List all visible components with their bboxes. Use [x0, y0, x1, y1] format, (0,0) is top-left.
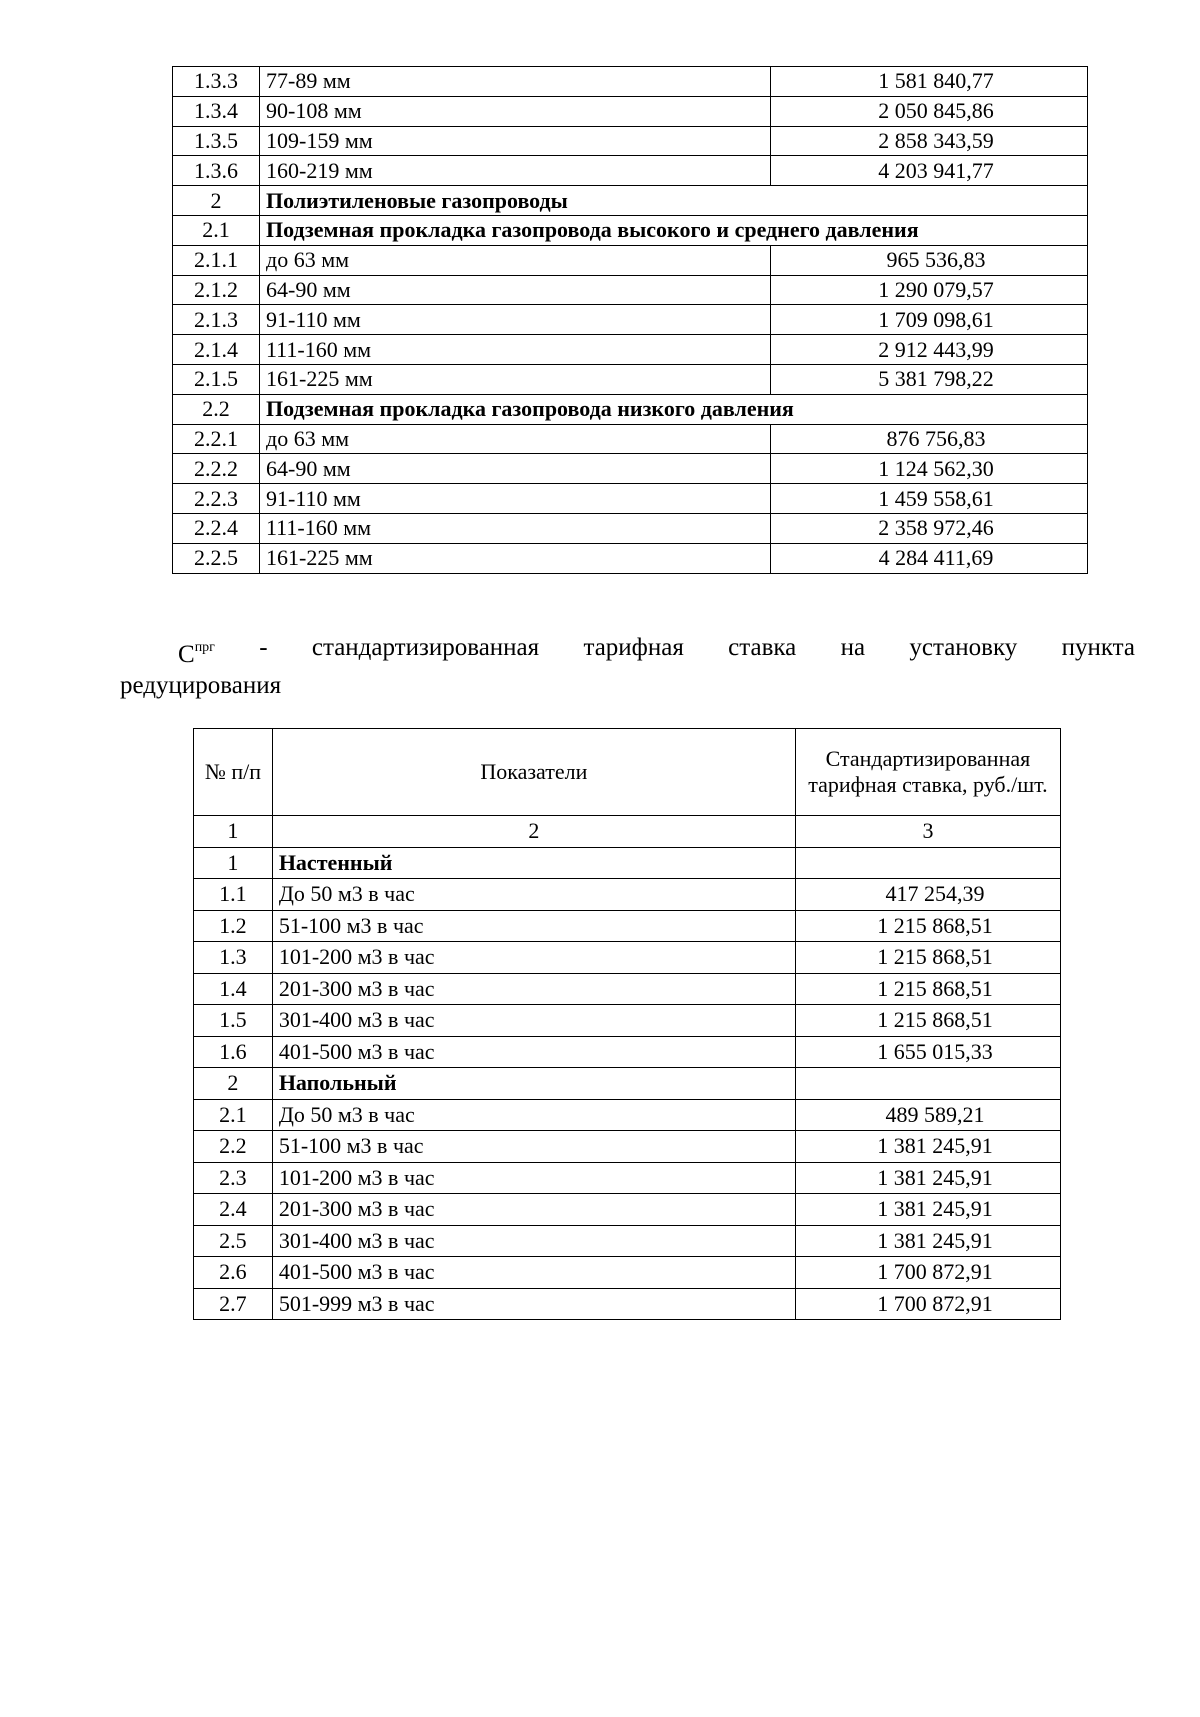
table-row: [194, 973, 1061, 1005]
table-row: [173, 424, 1088, 454]
definition-word: тарифная: [583, 634, 684, 661]
definition-word: стандартизированная: [311, 634, 540, 661]
rate-symbol: $C^{прг}$: [178, 640, 215, 668]
section-row: [173, 186, 1088, 216]
rate-symbol-superscript: прг: [194, 640, 215, 655]
row-number: 2.1.5: [173, 364, 260, 394]
row-description: 401-500 м3 в час: [272, 1257, 795, 1289]
row-description: 111-160 мм: [260, 513, 771, 543]
row-value: 1 381 245,91: [795, 1131, 1060, 1163]
section-title: Подземная прокладка газопровода высокого и среднего давления: [260, 215, 1088, 245]
table-row: [173, 67, 1088, 97]
row-value: 489 589,21: [795, 1099, 1060, 1131]
row-description: 201-300 м3 в час: [272, 1194, 795, 1226]
table-header-row: [194, 729, 1061, 816]
section-title: Подземная прокладка газопровода низкого давления: [260, 394, 1088, 424]
table-row: [194, 879, 1061, 911]
section-title: Полиэтиленовые газопроводы: [260, 186, 1088, 216]
row-description: 109-159 мм: [260, 126, 771, 156]
row-number: 2.2: [194, 1131, 273, 1163]
header-rate: Стандартизированная тарифная ставка, руб./шт.: [795, 729, 1060, 816]
row-number: 1.3.4: [173, 96, 260, 126]
row-value: 1 655 015,33: [795, 1036, 1060, 1068]
row-value: 5 381 798,22: [771, 364, 1088, 394]
row-value: 1 215 868,51: [795, 942, 1060, 974]
reduction-point-tariff-table-body: [194, 729, 1061, 1320]
table-row: [194, 910, 1061, 942]
row-value: 1 700 872,91: [795, 1288, 1060, 1320]
row-value: 1 215 868,51: [795, 910, 1060, 942]
definition-word: ставка: [728, 634, 797, 661]
definition-word: на: [840, 634, 866, 661]
row-number: 2.2.3: [173, 484, 260, 514]
row-value: 1 290 079,57: [771, 275, 1088, 305]
table-row: [173, 126, 1088, 156]
row-value: 1 709 098,61: [771, 305, 1088, 335]
table-row: [173, 364, 1088, 394]
definition-word: пункта: [1061, 634, 1135, 661]
section-row: [194, 847, 1061, 879]
row-number: 1.5: [194, 1005, 273, 1037]
row-description: 160-219 мм: [260, 156, 771, 186]
row-description: До 50 м3 в час: [272, 879, 795, 911]
table-row: [173, 543, 1088, 573]
row-number: 2.1: [173, 215, 260, 245]
table-row: [194, 1257, 1061, 1289]
row-description: 101-200 м3 в час: [272, 942, 795, 974]
row-value: 1 381 245,91: [795, 1162, 1060, 1194]
row-description: 91-110 мм: [260, 305, 771, 335]
row-number: 2.7: [194, 1288, 273, 1320]
row-description: 64-90 мм: [260, 454, 771, 484]
table-row: [173, 156, 1088, 186]
row-description: 111-160 мм: [260, 335, 771, 365]
table-row: [194, 1288, 1061, 1320]
row-number: 1.4: [194, 973, 273, 1005]
row-number: 1.2: [194, 910, 273, 942]
row-number: 2.2.1: [173, 424, 260, 454]
table-row: [173, 245, 1088, 275]
row-value: 1 581 840,77: [771, 67, 1088, 97]
row-description: До 50 м3 в час: [272, 1099, 795, 1131]
row-number: 1.3.3: [173, 67, 260, 97]
table-row: [194, 1225, 1061, 1257]
row-number: 2.6: [194, 1257, 273, 1289]
pipeline-tariff-table: [172, 66, 1088, 574]
row-number: 2.3: [194, 1162, 273, 1194]
row-description: 64-90 мм: [260, 275, 771, 305]
row-value: 1 215 868,51: [795, 1005, 1060, 1037]
row-number: 1.6: [194, 1036, 273, 1068]
table-row: [173, 275, 1088, 305]
row-number: 2: [173, 186, 260, 216]
table-row: [173, 513, 1088, 543]
definition-word: -: [259, 634, 268, 661]
row-value: 1 124 562,30: [771, 454, 1088, 484]
row-description: 51-100 м3 в час: [272, 1131, 795, 1163]
definition-line-2: редуцирования: [120, 672, 282, 699]
table-row: [194, 1036, 1061, 1068]
definition-word: установку: [909, 634, 1018, 661]
row-value: 2 858 343,59: [771, 126, 1088, 156]
row-value: 1 700 872,91: [795, 1257, 1060, 1289]
row-number: 1.3.5: [173, 126, 260, 156]
row-number: 2.1.1: [173, 245, 260, 275]
definition-line-1: [120, 632, 1135, 670]
row-description: 401-500 м3 в час: [272, 1036, 795, 1068]
row-description: 101-200 м3 в час: [272, 1162, 795, 1194]
pipeline-tariff-table-body: [173, 67, 1088, 574]
row-description: до 63 мм: [260, 245, 771, 275]
row-description: до 63 мм: [260, 424, 771, 454]
row-number: 2.2.2: [173, 454, 260, 484]
row-description: 91-110 мм: [260, 484, 771, 514]
section-title: Напольный: [272, 1068, 795, 1100]
row-value: 2 358 972,46: [771, 513, 1088, 543]
row-value: 417 254,39: [795, 879, 1060, 911]
table-row: [173, 484, 1088, 514]
table-row: [173, 335, 1088, 365]
row-value: 4 284 411,69: [771, 543, 1088, 573]
row-number: 2.2.5: [173, 543, 260, 573]
row-value: 2 050 845,86: [771, 96, 1088, 126]
table-row: [194, 1005, 1061, 1037]
row-number: 2.2.4: [173, 513, 260, 543]
table-row: [173, 96, 1088, 126]
column-number: 1: [194, 816, 273, 848]
row-description: 501-999 м3 в час: [272, 1288, 795, 1320]
row-value: 1 381 245,91: [795, 1225, 1060, 1257]
table-row: [194, 1162, 1061, 1194]
row-description: 161-225 мм: [260, 364, 771, 394]
table-row: [194, 1099, 1061, 1131]
row-number: 2.1.3: [173, 305, 260, 335]
row-number: 1.1: [194, 879, 273, 911]
section-row: [173, 215, 1088, 245]
row-description: 51-100 м3 в час: [272, 910, 795, 942]
row-description: 301-400 м3 в час: [272, 1225, 795, 1257]
row-value: 1 459 558,61: [771, 484, 1088, 514]
row-value: 1 215 868,51: [795, 973, 1060, 1005]
header-indicators: Показатели: [272, 729, 795, 816]
row-number: 2.2: [173, 394, 260, 424]
table-row: [173, 305, 1088, 335]
section-row: [173, 394, 1088, 424]
row-number: 1: [194, 847, 273, 879]
table-row: [173, 454, 1088, 484]
row-value: 4 203 941,77: [771, 156, 1088, 186]
row-value: 965 536,83: [771, 245, 1088, 275]
header-number: № п/п: [194, 729, 273, 816]
column-number: 2: [272, 816, 795, 848]
row-number: 2.5: [194, 1225, 273, 1257]
row-description: 161-225 мм: [260, 543, 771, 573]
row-description: 301-400 м3 в час: [272, 1005, 795, 1037]
section-row: [194, 1068, 1061, 1100]
row-description: 90-108 мм: [260, 96, 771, 126]
row-number: 2: [194, 1068, 273, 1100]
row-number: 2.4: [194, 1194, 273, 1226]
row-number: 2.1.4: [173, 335, 260, 365]
row-number: 2.1: [194, 1099, 273, 1131]
row-value: 2 912 443,99: [771, 335, 1088, 365]
row-description: 77-89 мм: [260, 67, 771, 97]
row-value: 1 381 245,91: [795, 1194, 1060, 1226]
empty-value-cell: [795, 1068, 1060, 1100]
column-number-row: [194, 816, 1061, 848]
row-description: 201-300 м3 в час: [272, 973, 795, 1005]
row-number: 1.3: [194, 942, 273, 974]
empty-value-cell: [795, 847, 1060, 879]
row-number: 2.1.2: [173, 275, 260, 305]
row-number: 1.3.6: [173, 156, 260, 186]
row-value: 876 756,83: [771, 424, 1088, 454]
column-number: 3: [795, 816, 1060, 848]
section-title: Настенный: [272, 847, 795, 879]
table-row: [194, 942, 1061, 974]
table-row: [194, 1131, 1061, 1163]
table-row: [194, 1194, 1061, 1226]
reduction-point-tariff-table: [193, 728, 1061, 1320]
reduction-point-rate-definition: [120, 632, 1135, 701]
